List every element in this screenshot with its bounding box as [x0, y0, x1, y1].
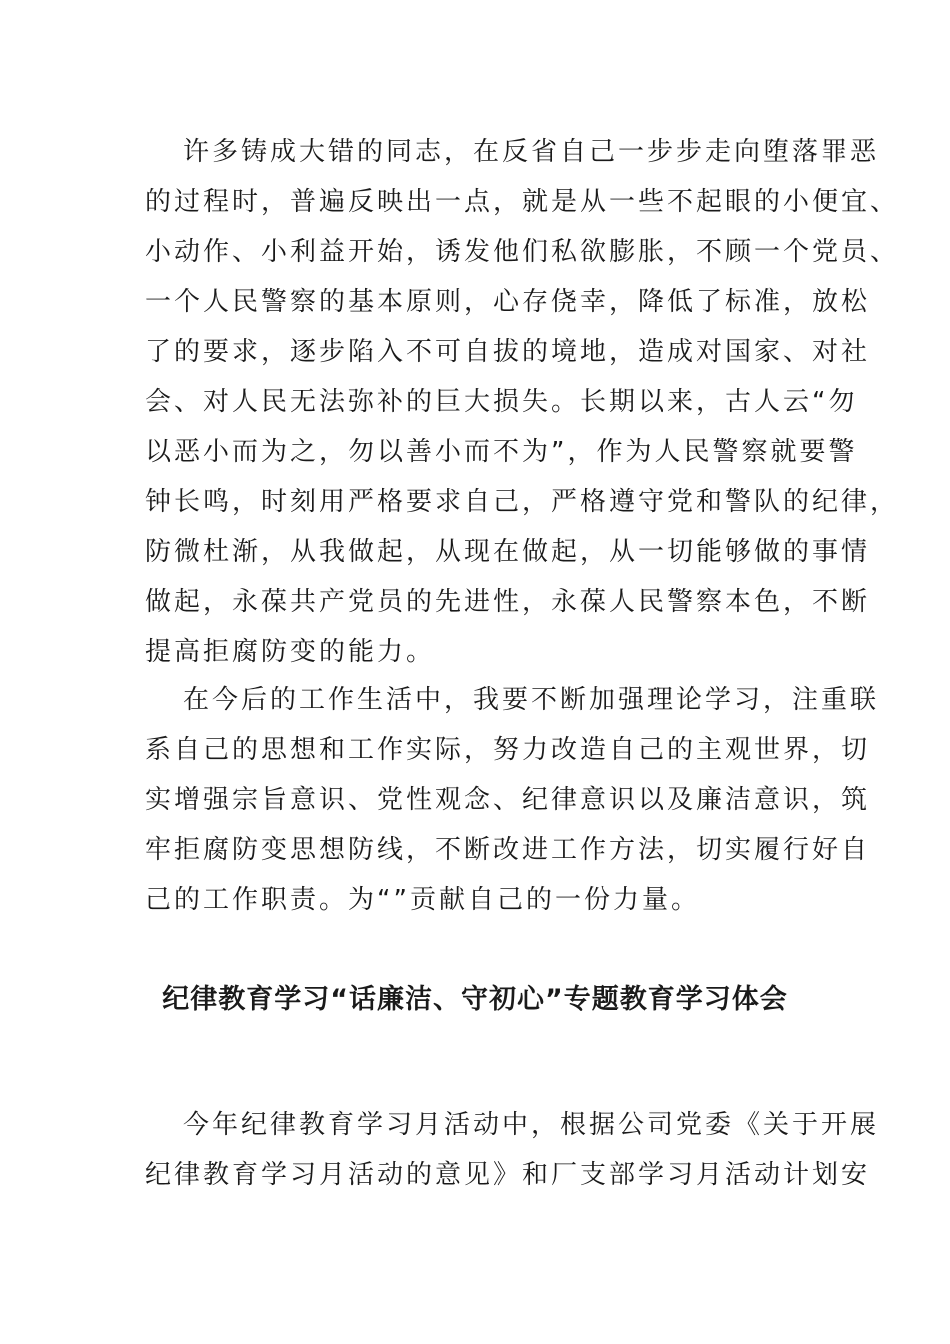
- paragraph-line: 在今后的工作生活中，我要不断加强理论学习，注重联: [183, 685, 880, 715]
- section-heading: 纪律教育学习“话廉洁、守初心”专题教育学习体会: [162, 984, 788, 1015]
- paragraph-line: 系自己的思想和工作实际，努力改造自己的主观世界，切: [145, 735, 871, 765]
- paragraph-line: 防微杜渐，从我做起，从现在做起，从一切能够做的事情: [145, 537, 871, 567]
- paragraph-line: 己的工作职责。为“”贡献自己的一份力量。: [145, 885, 700, 915]
- paragraph-line: 小动作、小利益开始，诱发他们私欲膨胀，不顾一个党员、: [145, 237, 900, 267]
- paragraph-line: 纪律教育学习月活动的意见》和厂支部学习月活动计划安: [145, 1160, 871, 1190]
- paragraph-line: 牢拒腐防变思想防线，不断改进工作方法，切实履行好自: [145, 835, 871, 865]
- paragraph-line: 会、对人民无法弥补的巨大损失。长期以来，古人云“勿: [145, 387, 858, 417]
- paragraph-line: 一个人民警察的基本原则，心存侥幸，降低了标准，放松: [145, 287, 871, 317]
- paragraph-line: 今年纪律教育学习月活动中，根据公司党委《关于开展: [183, 1110, 880, 1140]
- paragraph-line: 实增强宗旨意识、党性观念、纪律意识以及廉洁意识，筑: [145, 785, 871, 815]
- paragraph-line: 钟长鸣，时刻用严格要求自己，严格遵守党和警队的纪律，: [145, 487, 900, 517]
- paragraph-line: 做起，永葆共产党员的先进性，永葆人民警察本色，不断: [145, 587, 871, 617]
- paragraph-line: 以恶小而为之，勿以善小而不为”，作为人民警察就要警: [145, 437, 858, 467]
- paragraph-line: 了的要求，逐步陷入不可自拔的境地，造成对国家、对社: [145, 337, 871, 367]
- paragraph-line: 的过程时，普遍反映出一点，就是从一些不起眼的小便宜、: [145, 187, 900, 217]
- paragraph-line: 许多铸成大错的同志，在反省自己一步步走向堕落罪恶: [183, 137, 880, 167]
- paragraph-line: 提高拒腐防变的能力。: [145, 637, 436, 667]
